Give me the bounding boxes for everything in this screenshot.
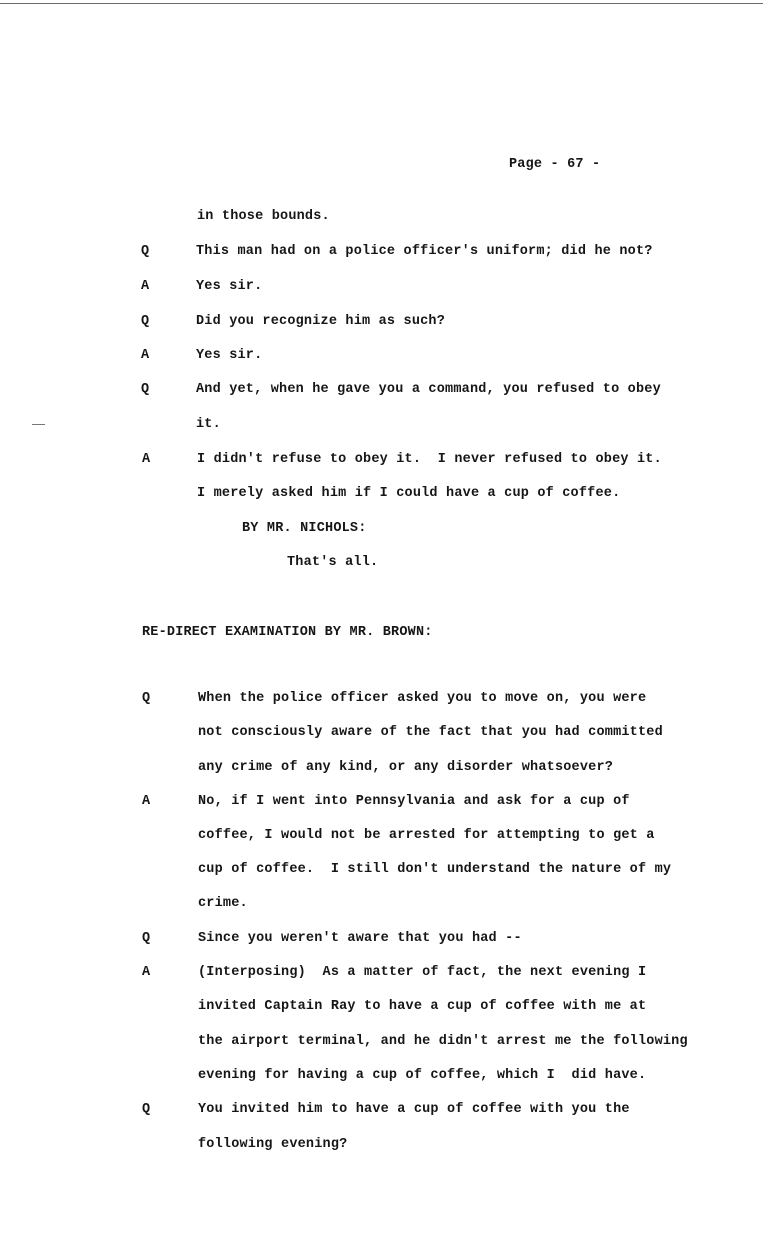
speaker-marker: A (142, 794, 151, 809)
transcript-line: Since you weren't aware that you had -- (198, 931, 522, 946)
transcript-line: evening for having a cup of coffee, which I did have. (198, 1068, 647, 1083)
transcript-line: crime. (198, 896, 248, 911)
transcript-line: That's all. (287, 555, 379, 570)
transcript-line: And yet, when he gave you a command, you refused to obey (196, 382, 661, 397)
page-number: Page - 67 - (509, 157, 601, 172)
margin-mark (32, 424, 45, 425)
speaker-marker: A (141, 348, 150, 363)
transcript-line: in those bounds. (197, 209, 330, 224)
transcript-line: not consciously aware of the fact that you had committed (198, 725, 663, 740)
speaker-marker: A (142, 965, 151, 980)
transcript-line: any crime of any kind, or any disorder whatsoever? (198, 760, 614, 775)
transcript-line: invited Captain Ray to have a cup of coffee with me at (198, 999, 647, 1014)
speaker-marker: Q (142, 1102, 151, 1117)
speaker-marker: Q (141, 244, 150, 259)
transcript-line: No, if I went into Pennsylvania and ask for a cup of (198, 794, 630, 809)
speaker-marker: A (141, 279, 150, 294)
section-heading: RE-DIRECT EXAMINATION BY MR. BROWN: (142, 625, 433, 640)
speaker-marker: A (142, 452, 151, 467)
transcript-line: Did you recognize him as such? (196, 314, 446, 329)
transcript-line: the airport terminal, and he didn't arrest me the following (198, 1034, 688, 1049)
transcript-line: coffee, I would not be arrested for attempting to get a (198, 828, 655, 843)
transcript-line: Yes sir. (196, 348, 263, 363)
transcript-line: I didn't refuse to obey it. I never refused to obey it. (197, 452, 662, 467)
transcript-line: You invited him to have a cup of coffee with you the (198, 1102, 630, 1117)
speaker-marker: Q (142, 691, 151, 706)
transcript-line: Yes sir. (196, 279, 263, 294)
speaker-marker: Q (141, 382, 150, 397)
examiner-heading: BY MR. NICHOLS: (242, 521, 367, 536)
transcript-line: This man had on a police officer's uniform; did he not? (196, 244, 653, 259)
transcript-line: it. (196, 417, 221, 432)
transcript-line: following evening? (198, 1137, 348, 1152)
transcript-line: (Interposing) As a matter of fact, the next evening I (198, 965, 647, 980)
scan-top-rule (0, 3, 763, 4)
speaker-marker: Q (141, 314, 150, 329)
transcript-line: I merely asked him if I could have a cup of coffee. (197, 486, 621, 501)
transcript-line: When the police officer asked you to move on, you were (198, 691, 647, 706)
transcript-line: cup of coffee. I still don't understand the nature of my (198, 862, 672, 877)
speaker-marker: Q (142, 931, 151, 946)
